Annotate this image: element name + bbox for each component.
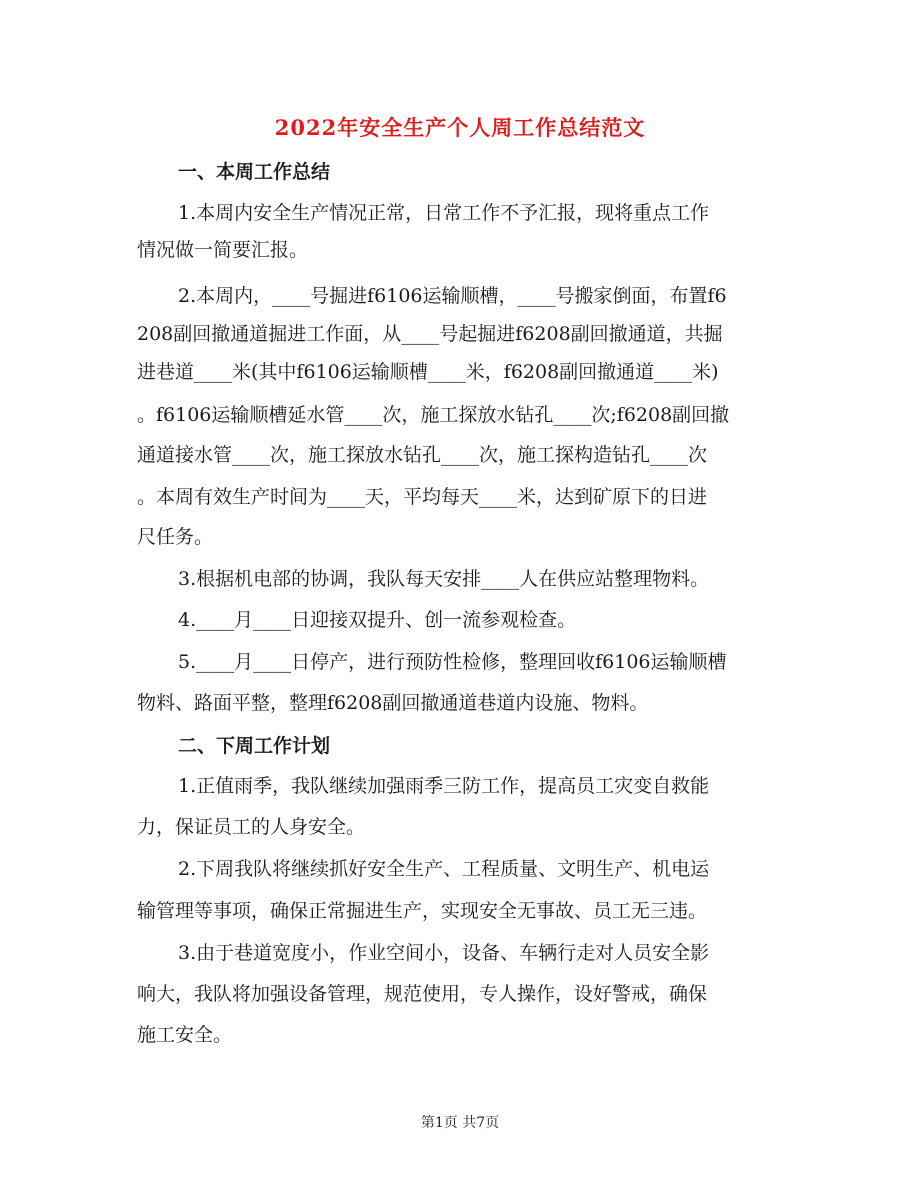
document-title: 2022年安全生产个人周工作总结范文 (274, 115, 646, 140)
paragraph-line: 2.下周我队将继续抓好安全生产、工程质量、文明生产、机电运 (178, 858, 710, 880)
paragraph-line: 2.本周内，____号掘进f6106运输顺槽，____号搬家倒面，布置f6 (178, 285, 727, 307)
paragraph-line: 4.____月____日迎接双提升、创一流参观检查。 (178, 609, 577, 631)
paragraph-line: 3.由于巷道宽度小，作业空间小，设备、车辆行走对人员安全影 (178, 942, 710, 964)
paragraph-line: 力，保证员工的人身安全。 (137, 816, 366, 838)
paragraph-line: 1.本周内安全生产情况正常，日常工作不予汇报，现将重点工作 (178, 202, 710, 224)
section-heading-plan: 二、下周工作计划 (178, 735, 331, 757)
paragraph-line: 输管理等事项，确保正常掘进生产，实现安全无事故、员工无三违。 (137, 900, 708, 922)
paragraph-line: 3.根据机电部的协调，我队每天安排____人在供应站整理物料。 (178, 568, 710, 590)
paragraph-line: 。f6106运输顺槽延水管____次，施工探放水钻孔____次;f6208副回撤 (137, 404, 730, 426)
page-number-footer: 第1页 共7页 (420, 1115, 500, 1131)
paragraph-line: 情况做一简要汇报。 (137, 239, 309, 261)
paragraph-line: 尺任务。 (137, 526, 214, 548)
paragraph-line: 。本周有效生产时间为____天，平均每天____米，达到矿原下的日进 (137, 486, 708, 508)
paragraph-line: 响大，我队将加强设备管理，规范使用，专人操作，设好警戒，确保 (137, 983, 708, 1005)
paragraph-line: 通道接水管____次，施工探放水钻孔____次，施工探构造钻孔____次 (137, 444, 708, 466)
paragraph-line: 进巷道____米(其中f6106运输顺槽____米，f6208副回撤通道____米) (137, 361, 719, 383)
section-heading-summary: 一、本周工作总结 (178, 161, 331, 183)
paragraph-line: 5.____月____日停产，进行预防性检修，整理回收f6106运输顺槽 (178, 651, 727, 673)
paragraph-line: 1.正值雨季，我队继续加强雨季三防工作，提高员工灾变自救能 (178, 775, 710, 797)
paragraph-line: 物料、路面平整，整理f6208副回撤通道巷道内设施、物料。 (137, 692, 649, 714)
paragraph-line: 施工安全。 (137, 1024, 233, 1046)
paragraph-line: 208副回撤通道掘进工作面，从____号起掘进f6208副回撤通道，共掘 (137, 323, 723, 345)
